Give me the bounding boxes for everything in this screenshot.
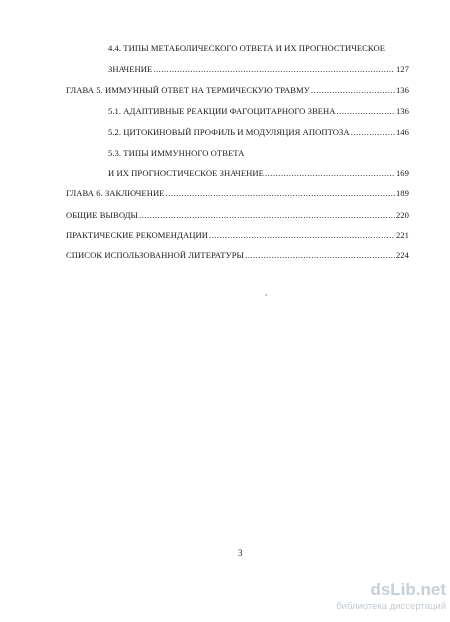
toc-entry-page: 136	[395, 85, 409, 95]
dot-leader	[245, 250, 395, 261]
toc-entry-title: 5.3. ТИПЫ ИММУННОГО ОТВЕТА	[108, 148, 245, 158]
toc-entry-chapter-5	[66, 85, 409, 96]
toc-entry-conclusions	[66, 210, 409, 221]
toc-entry-page: 146	[395, 127, 409, 137]
toc-entry-page: 224	[395, 250, 409, 260]
toc-entry-title: ПРАКТИЧЕСКИЕ РЕКОМЕНДАЦИИ	[66, 230, 208, 240]
toc-entry-chapter-6	[66, 188, 409, 199]
dot-leader	[153, 64, 395, 75]
dot-leader	[139, 210, 395, 221]
watermark	[336, 580, 446, 618]
toc-entry-page: 221	[395, 230, 409, 240]
toc-entry-page: 136	[395, 106, 409, 116]
page-number: 3	[238, 548, 243, 558]
toc-entry-title: ОБЩИЕ ВЫВОДЫ	[66, 210, 139, 220]
toc-entry-title: СПИСОК ИСПОЛЬЗОВАННОЙ ЛИТЕРАТУРЫ	[66, 250, 245, 260]
toc-entry-references	[66, 250, 409, 261]
dot-leader	[311, 85, 395, 96]
dot-leader	[351, 127, 395, 138]
dot-leader	[209, 230, 395, 241]
toc-entry-title: 5.1. АДАПТИВНЫЕ РЕАКЦИИ ФАГОЦИТАРНОГО ЗВЕНА	[108, 106, 336, 116]
toc-entry-page: 127	[395, 64, 409, 74]
toc-entry-5-3	[108, 148, 408, 159]
dot-leader	[166, 188, 395, 199]
toc-entry-page: 189	[395, 188, 409, 198]
toc-entry-title: ГЛАВА 6. ЗАКЛЮЧЕНИЕ	[66, 188, 165, 198]
toc-entry-title: ЗНАЧЕНИЕ	[108, 64, 153, 74]
toc-entry-title: И ИХ ПРОГНОСТИЧЕСКОЕ ЗНАЧЕНИЕ	[108, 168, 264, 178]
dot-leader	[337, 106, 395, 117]
toc-entry-title: 4.4. ТИПЫ МЕТАБОЛИЧЕСКОГО ОТВЕТА И ИХ ПРОГНОСТИЧЕСКОЕ	[108, 43, 386, 53]
toc-entry-4-4-continued	[108, 64, 409, 75]
toc-entry-4-4	[108, 43, 408, 54]
watermark-brand: dsLib.net	[370, 580, 446, 599]
toc-entry-title: ГЛАВА 5. ИММУННЫЙ ОТВЕТ НА ТЕРМИЧЕСКУЮ ТРАВМУ	[66, 85, 310, 95]
toc-entry-5-2	[108, 127, 409, 138]
toc-entry-recommendations	[66, 230, 409, 241]
scan-speck	[265, 294, 267, 296]
toc-entry-5-3-continued	[108, 168, 409, 179]
toc-entry-5-1	[108, 106, 409, 117]
dot-leader	[265, 168, 395, 179]
toc-entry-page: 220	[395, 210, 409, 220]
watermark-subtitle: библиотека диссертаций	[336, 601, 446, 612]
toc-entry-title: 5.2. ЦИТОКИНОВЫЙ ПРОФИЛЬ И МОДУЛЯЦИЯ АПОПТОЗА	[108, 127, 350, 137]
toc-entry-page: 169	[395, 168, 409, 178]
